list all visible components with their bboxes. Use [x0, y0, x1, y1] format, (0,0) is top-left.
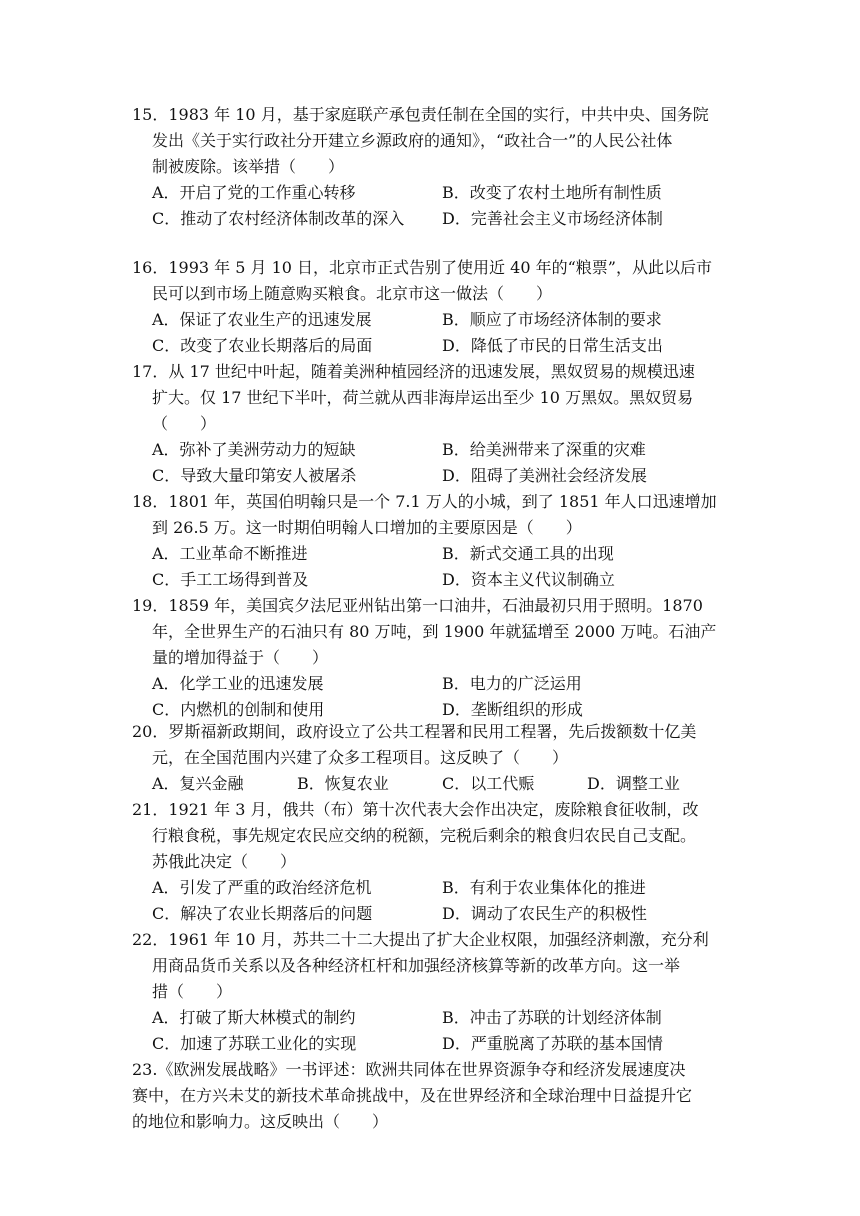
- question-17: [132, 359, 732, 489]
- question-22: [132, 927, 732, 1057]
- option-c[interactable]: C．推动了农村经济体制改革的深入: [152, 209, 405, 228]
- option-a[interactable]: A．复兴金融: [152, 774, 244, 793]
- stem-line: 的地位和影响力。这反映出（ ）: [132, 1112, 389, 1131]
- stem-line: 18．1801 年，英国伯明翰只是一个 7.1 万人的小城，到了 1851 年人口迅速增加: [132, 492, 717, 511]
- stem-line: 到 26.5 万。这一时期伯明翰人口增加的主要原因是（ ）: [152, 518, 582, 537]
- option-a[interactable]: A．引发了严重的政治经济危机: [152, 878, 372, 897]
- option-c[interactable]: C．内燃机的创制和使用: [152, 700, 325, 719]
- options: [132, 437, 732, 489]
- stem-line: 措（ ）: [152, 982, 233, 1001]
- option-d[interactable]: D．阻碍了美洲社会经济发展: [442, 466, 647, 485]
- stem-line: 20．罗斯福新政期间，政府设立了公共工程署和民用工程署，先后拨额数十亿美: [132, 722, 697, 741]
- question-23: [132, 1057, 732, 1135]
- option-c[interactable]: C．改变了农业长期落后的局面: [152, 336, 373, 355]
- stem-line: 制被废除。该举措（ ）: [152, 157, 345, 176]
- question-stem: [132, 927, 732, 1005]
- stem-line: 用商品货币关系以及各种经济杠杆和加强经济核算等新的改革方向。这一举: [152, 956, 681, 975]
- options: [132, 180, 732, 232]
- option-d[interactable]: D．垄断组织的形成: [442, 700, 583, 719]
- question-stem: [132, 359, 732, 437]
- stem-line: 15．1983 年 10 月，基于家庭联产承包责任制在全国的实行，中共中央、国务院: [132, 105, 709, 124]
- stem-line: 23.《欧洲发展战略》一书评述：欧洲共同体在世界资源争夺和经济发展速度决: [132, 1060, 686, 1079]
- question-stem: [132, 1057, 732, 1135]
- stem-line: 21．1921 年 3 月，俄共（布）第十次代表大会作出决定，废除粮食征收制，改: [132, 800, 699, 819]
- option-c[interactable]: C．加速了苏联工业化的实现: [152, 1034, 357, 1053]
- option-b[interactable]: B．电力的广泛运用: [442, 674, 582, 693]
- option-c[interactable]: C．手工工场得到普及: [152, 570, 309, 589]
- stem-line: 17．从 17 世纪中叶起，随着美洲种植园经济的迅速发展，黑奴贸易的规模迅速: [132, 362, 695, 381]
- option-d[interactable]: D．资本主义代议制确立: [442, 570, 615, 589]
- option-d[interactable]: D．调整工业: [587, 774, 680, 793]
- options: [132, 1005, 732, 1057]
- option-c[interactable]: C．以工代赈: [442, 774, 535, 793]
- option-a[interactable]: A．打破了斯大林模式的制约: [152, 1008, 356, 1027]
- option-a[interactable]: A．弥补了美洲劳动力的短缺: [152, 440, 356, 459]
- stem-line: 年，全世界生产的石油只有 80 万吨，到 1900 年就猛增至 2000 万吨。石油产: [152, 622, 717, 641]
- question-16: [132, 255, 732, 359]
- question-18: [132, 489, 732, 593]
- option-b[interactable]: B．冲击了苏联的计划经济体制: [442, 1008, 662, 1027]
- option-b[interactable]: B．改变了农村土地所有制性质: [442, 183, 662, 202]
- question-21: [132, 797, 732, 927]
- option-d[interactable]: D．完善社会主义市场经济体制: [442, 209, 663, 228]
- stem-line: 扩大。仅 17 世纪下半叶，荷兰就从西非海岸运出至少 10 万黑奴。黑奴贸易: [152, 388, 694, 407]
- question-20: [132, 719, 732, 797]
- question-19: [132, 593, 732, 723]
- option-d[interactable]: D．严重脱离了苏联的基本国情: [442, 1034, 663, 1053]
- options: [132, 771, 732, 797]
- option-c[interactable]: C．导致大量印第安人被屠杀: [152, 466, 357, 485]
- stem-line: 赛中，在方兴未艾的新技术革命挑战中，及在世界经济和全球治理中日益提升它: [132, 1086, 693, 1105]
- option-d[interactable]: D．降低了市民的日常生活支出: [442, 336, 663, 355]
- stem-line: 16．1993 年 5 月 10 日，北京市正式告别了使用近 40 年的“粮票”，从此以后市: [132, 258, 712, 277]
- question-stem: [132, 255, 732, 307]
- stem-line: 22．1961 年 10 月，苏共二十二大提出了扩大企业权限，加强经济刺激，充分利: [132, 930, 709, 949]
- option-b[interactable]: B．恢复农业: [297, 774, 389, 793]
- question-15: [132, 102, 732, 232]
- options: [132, 875, 732, 927]
- option-b[interactable]: B．新式交通工具的出现: [442, 544, 614, 563]
- option-b[interactable]: B．顺应了市场经济体制的要求: [442, 310, 662, 329]
- stem-line: 苏俄此决定（ ）: [152, 852, 297, 871]
- question-stem: [132, 102, 732, 180]
- stem-line: 发出《关于实行政社分开建立乡源政府的通知》，“政社合一”的人民公社体: [152, 131, 673, 150]
- stem-line: 19．1859 年，美国宾夕法尼亚州钻出第一口油井，石油最初只用于照明。1870: [132, 596, 703, 615]
- stem-line: 量的增加得益于（ ）: [152, 648, 329, 667]
- option-a[interactable]: A．工业革命不断推进: [152, 544, 308, 563]
- option-b[interactable]: B．有利于农业集体化的推进: [442, 878, 646, 897]
- option-a[interactable]: A．保证了农业生产的迅速发展: [152, 310, 372, 329]
- question-stem: [132, 593, 732, 671]
- question-stem: [132, 489, 732, 541]
- options: [132, 671, 732, 723]
- option-d[interactable]: D．调动了农民生产的积极性: [442, 904, 647, 923]
- option-b[interactable]: B．给美洲带来了深重的灾难: [442, 440, 646, 459]
- stem-line: 民可以到市场上随意购买粮食。北京市这一做法（ ）: [152, 284, 553, 303]
- options: [132, 307, 732, 359]
- question-stem: [132, 719, 732, 771]
- option-c[interactable]: C．解决了农业长期落后的问题: [152, 904, 373, 923]
- options: [132, 541, 732, 593]
- option-a[interactable]: A．开启了党的工作重心转移: [152, 183, 356, 202]
- option-a[interactable]: A．化学工业的迅速发展: [152, 674, 324, 693]
- stem-line: （ ）: [152, 414, 217, 433]
- question-stem: [132, 797, 732, 875]
- stem-line: 行粮食税，事先规定农民应交纳的税额，完税后剩余的粮食归农民自己支配。: [152, 826, 697, 845]
- stem-line: 元，在全国范围内兴建了众多工程项目。这反映了（ ）: [152, 748, 569, 767]
